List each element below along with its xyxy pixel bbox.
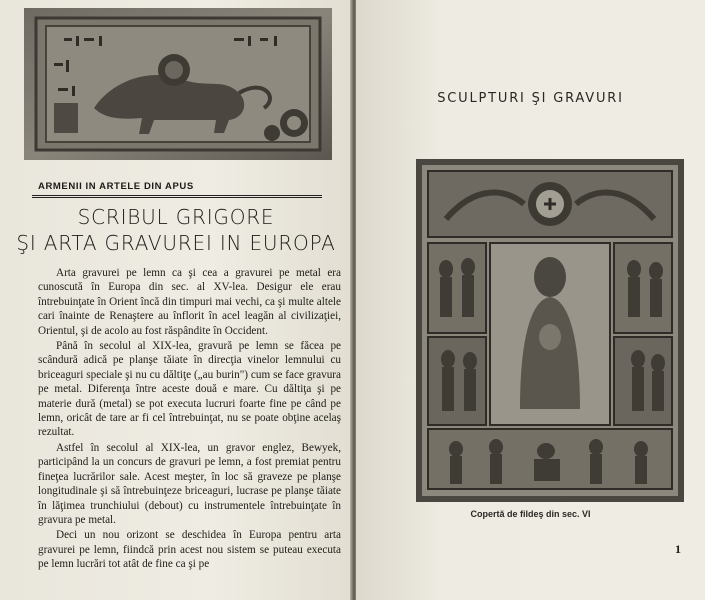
paragraph-1: Arta gravurei pe lemn ca şi cea a gravurei pe metal era cunoscută în Europa din sec. al XV-lea. Desigur ele erau întrebuinţate în Orient încă din timpuri mai vechi, ca şi multe altele cari înainte de Renaştere au înflorit în acel leagăn al civilizaţiei, Orientul, şi de acolo au fost răspândite în Occident. (38, 267, 341, 337)
article-title-line2: ŞI ARTA GRAVUREI IN EUROPA (16, 231, 336, 255)
paragraph-4: Deci un nou orizont se deschidea în Europa pentru arta gravurei pe lemn, fiindcă prin acest nou sistem se puteau executa pe lemn lucrări tot atât de fine ca şi pe (38, 529, 341, 571)
page-number: 1 (675, 542, 681, 556)
running-head: SCULPTURI ŞI GRAVURI (437, 91, 624, 106)
stone-relief-image (24, 8, 332, 160)
left-page (0, 0, 352, 600)
heading-rule-bottom (32, 197, 322, 198)
article-title-line1: SCRIBUL GRIGORE (77, 205, 275, 229)
heading-rule-top (32, 195, 322, 196)
section-heading: ARMENII IN ARTELE DIN APUS (38, 181, 194, 192)
paragraph-2: Până în secolul al XIX-lea, gravură pe lemn se făcea pe scândură adică pe planşe tăiate în direcţia vinelor lemnului cu briceaguri speciale şi nu cu dăltiţe („au burin") cum se face gravura pe metal. Diferenţa între aceste două e mare. Cu dăltiţa şi pe materie dură (metal) se pot executa lucruri foarte fine pe când pe lemn, oricât de tare ar fi cel întrebuinţat, nu se poate obţine acelaş rezultat. (38, 340, 341, 439)
paragraph-3: Astfel în secolul al XIX-lea, un gravor englez, Bewyek, participând la un concurs de gravuri pe lemn, a fost premiat pentru fineţea lucrărilor sale. Acest meşter, în loc să graveze pe planşe longitudinale şi să întrebuinţeze briceaguri, lucrase pe planşe tăiate în lăţimea trunchiului (debout) cu instrumentele întrebuinţate în gravura pe metal. (38, 441, 341, 526)
ivory-cover-plate-image (416, 159, 684, 502)
article-body (38, 266, 341, 573)
plate-caption: Copertă de fildeş din sec. VI (470, 509, 591, 519)
